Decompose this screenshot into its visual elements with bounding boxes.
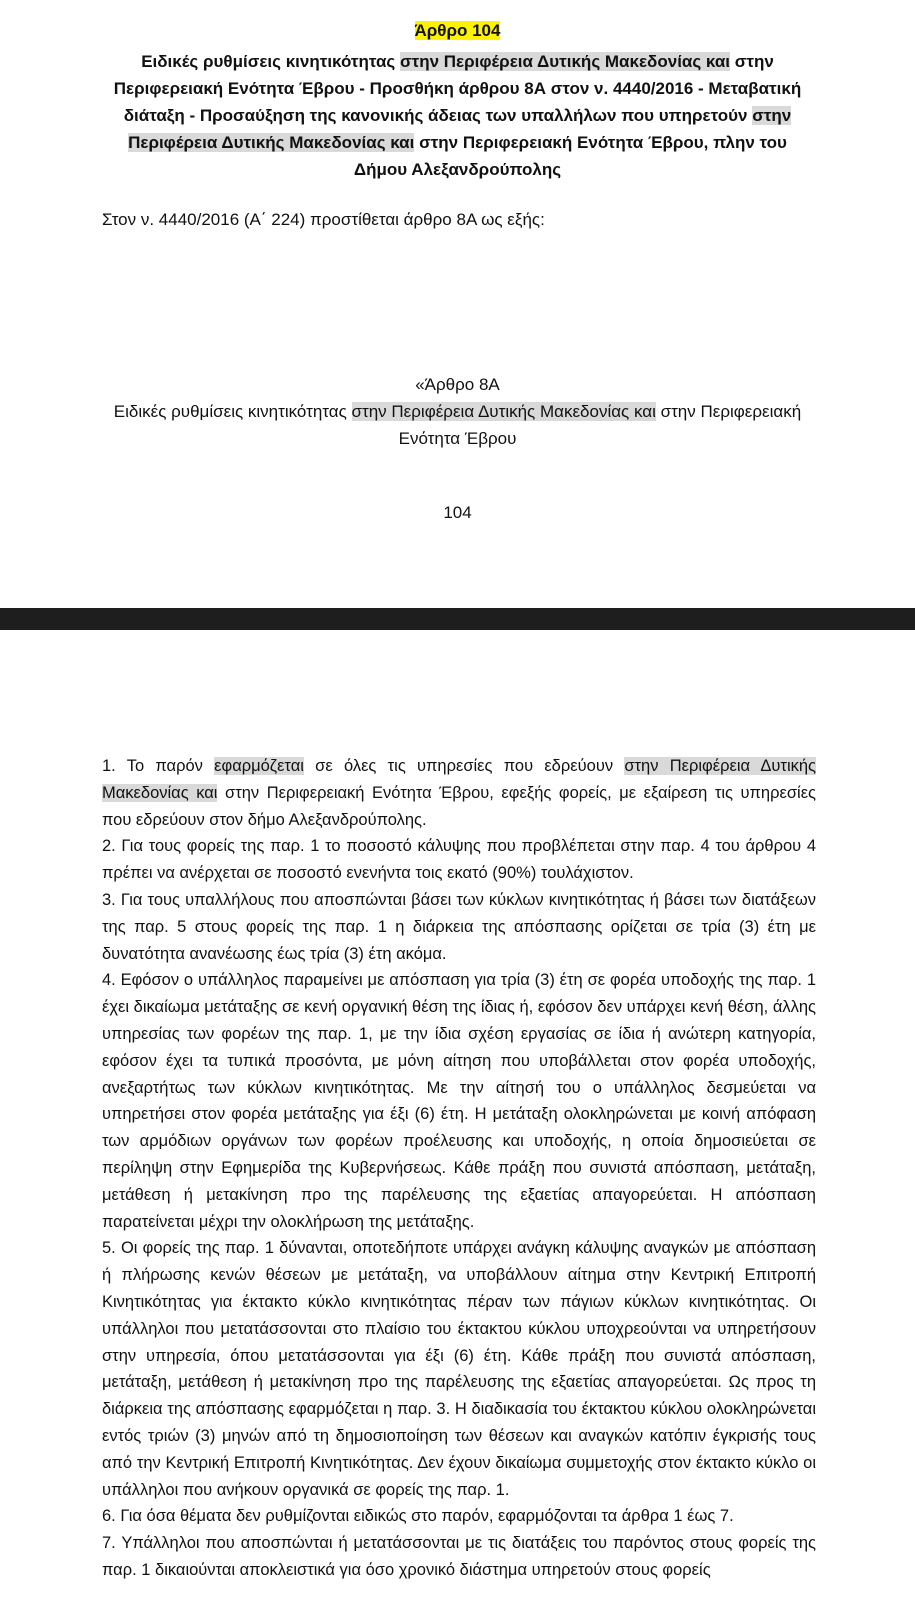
subtitle-part: στην Περιφερειακή Ενότητα Έβρου - Προσθήκη άρθρου 8Α στον ν. 4440/2016 - Μεταβατική διάταξη - Προσαύξηση της κανονικής άδειας των υπαλλήλων που υπηρετούν <box>113 52 802 125</box>
page-separator <box>0 608 915 630</box>
paragraph-text: στην Περιφερειακή Ενότητα Έβρου, εφεξής φορείς, με εξαίρεση τις υπηρεσίες που εδρεύουν στον δήμο Αλεξανδρούπολης. <box>102 783 816 829</box>
paragraph-text: 1. Το παρόν <box>102 757 215 775</box>
quoted-article-title: «Άρθρο 8Α <box>415 375 500 394</box>
quoted-article-subtitle <box>100 398 815 452</box>
paragraph-text: σε όλες τις υπηρεσίες που εδρεύουν <box>303 757 625 775</box>
subtitle-part: στην Περιφερειακή Ενότητα Έβρου, πλην του Δήμου Αλεξανδρούπολης <box>353 133 787 179</box>
subtitle-highlight: στην Περιφέρεια Δυτικής Μακεδονίας και <box>399 52 731 71</box>
article-heading <box>0 20 915 42</box>
paragraph-7: 7. Υπάλληλοι που αποσπώνται ή μετατάσσονται με τις διατάξεις του παρόντος στους φορείς της παρ. 1 δικαιούνται αποκλειστικά για όσο χρονικό διάστημα υπηρετούν στους φορείς <box>102 1534 816 1579</box>
paragraph-highlight: στην Περιφέρεια Δυτικής Μακεδονίας και <box>102 757 816 802</box>
subtitle-highlight: στην Περιφέρεια Δυτικής Μακεδονίας και <box>128 106 792 152</box>
page-number: 104 <box>443 503 472 522</box>
paragraph-highlight: εφαρμόζεται <box>214 757 304 775</box>
paragraph-4: 4. Εφόσον ο υπάλληλος παραμείνει με απόσπαση για τρία (3) έτη σε φορέα υποδοχής της παρ. 1 έχει δικαίωμα μετάταξης σε κενή οργανική θέση της ίδιας ή, εφόσον δεν υπάρχει κενή θέση, άλλης υπηρεσίας των φορέων της παρ. 1, με την ίδια σχέση εργασίας σε ίδια ή ανώτερη κατηγορία, εφόσον έχει τα τυπικά προσόντα, με μόνη αίτηση που υποβάλλεται στον φορέα υποδοχής, ανεξαρτήτως των κύκλων κινητικότητας. Με την αίτησή του ο υπάλληλος δεσμεύεται να υπηρετήσει στον φορέα μετάταξης για έξι (6) έτη. Η μετάταξη ολοκληρώνεται με κοινή απόφαση των αρμόδιων οργάνων των φορέων προέλευσης και υποδοχής, η οποία δημοσιεύεται σε περίληψη στην Εφημερίδα της Κυβερνήσεως. Κάθε πράξη που συνιστά απόσπαση, μετάταξη, μετάθεση ή μετακίνηση προ της παρέλευσης της εξαετίας απαγορεύεται. Η απόσπαση παρατείνεται μέχρι την ολοκλήρωση της μετάταξης. <box>102 971 816 1231</box>
quoted-subtitle-part: στην Περιφερειακή Ενότητα Έβρου <box>398 402 802 448</box>
subtitle-part: Ειδικές ρυθμίσεις κινητικότητας <box>141 52 400 71</box>
article-body <box>102 753 816 1584</box>
paragraph-6: 6. Για όσα θέματα δεν ρυθμίζονται ειδικώς στο παρόν, εφαρμόζονται τα άρθρα 1 έως 7. <box>102 1507 734 1526</box>
paragraph-5: 5. Οι φορείς της παρ. 1 δύνανται, οποτεδήποτε υπάρχει ανάγκη κάλυψης αναγκών με απόσπαση ή πλήρωσης κενών θέσεων με μετάταξη, να υποβάλλουν αίτημα στην Κεντρική Επιτροπή Κινητικότητας για έκτακτο κύκλο κινητικότητας πέραν των πάγιων κύκλων κινητικότητας. Οι υπάλληλοι που μετατάσσονται στο πλαίσιο του έκτακτου κύκλου υποχρεούνται να υπηρετήσουν στην υπηρεσία, όπου μετατάσσονται για έξι (6) έτη. Κάθε πράξη που συνιστά απόσπαση, μετάταξη, μετάθεση ή μετακίνηση προ της παρέλευσης της εξαετίας απαγορεύεται. Ως προς τη διάρκεια της απόσπασης εφαρμόζεται η παρ. 3. Η διαδικασία του έκτακτου κύκλου ολοκληρώνεται εντός τριών (3) μηνών από τη δημοσιοποίηση των θέσεων και αναγκών κατόπιν έγκρισής τους από την Κεντρική Επιτροπή Κινητικότητας. Δεν έχουν δικαίωμα συμμετοχής στον έκτακτο κύκλο οι υπάλληλοι που ανήκουν οργανικά σε φορείς της παρ. 1. <box>102 1239 816 1499</box>
paragraph-3: 3. Για τους υπαλλήλους που αποσπώνται βάσει των κύκλων κινητικότητας ή βάσει των διατάξεων της παρ. 5 στους φορείς της παρ. 1 η διάρκεια της απόσπασης ορίζεται σε τρία (3) έτη με δυνατότητα ανανέωσης έως τρία (3) έτη ακόμα. <box>102 890 816 963</box>
quoted-article-heading <box>100 371 815 452</box>
paragraph-1 <box>102 753 816 833</box>
article-title: Άρθρο 104 <box>414 21 501 40</box>
quoted-subtitle-highlight: στην Περιφέρεια Δυτικής Μακεδονίας και <box>351 402 656 421</box>
quoted-subtitle-part: Ειδικές ρυθμίσεις κινητικότητας <box>113 402 352 421</box>
paragraph-2: 2. Για τους φορείς της παρ. 1 το ποσοστό κάλυψης που προβλέπεται στην παρ. 4 του άρθρου 4 πρέπει να ανέρχεται σε ποσοστό ενενήντα τοις εκατό (90%) τουλάχιστον. <box>102 837 816 883</box>
article-subtitle <box>100 48 815 183</box>
intro-line: Στον ν. 4440/2016 (Α΄ 224) προστίθεται άρθρο 8Α ως εξής: <box>102 210 545 229</box>
